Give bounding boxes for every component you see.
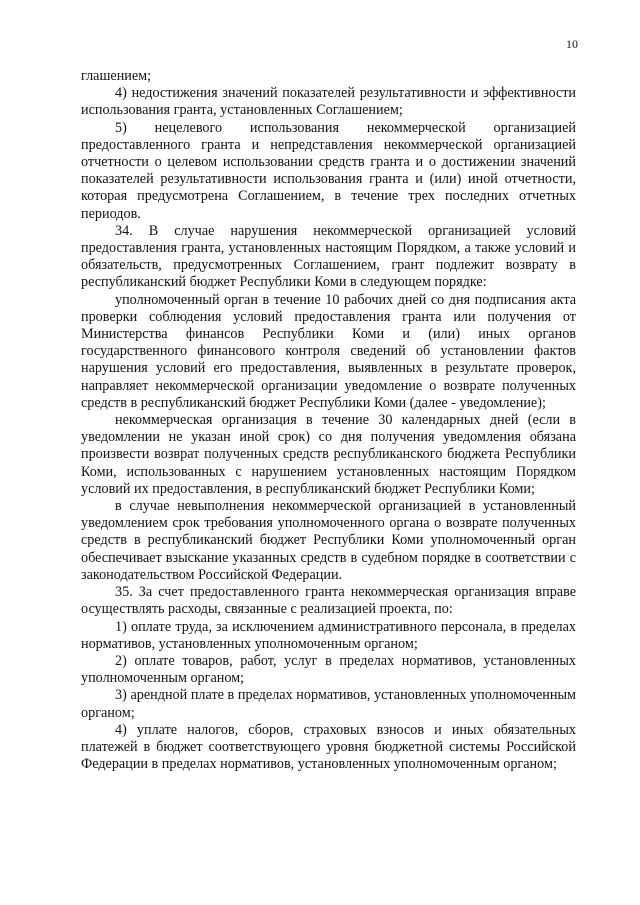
paragraph-clause-34-step-1: уполномоченный орган в течение 10 рабочих дней со дня подписания акта проверки соблюдения условий предоставления гранта или получения от Министерства финансов Республики Коми и (или) иных органов государственного финансового контроля сведений об установлении фактов нарушения условий его предоставления, выявленных в результате проверок, направляет некоммерческой организации уведомление о возврате полученных средств в республиканский бюджет Республики Коми (далее - уведомление);: [81, 291, 576, 411]
paragraph-clause-34: 34. В случае нарушения некоммерческой организацией условий предоставления гранта, установленных настоящим Порядком, а также условий и обязательств, предусмотренных Соглашением, грант подлежит возврату в республиканский бюджет Республики Коми в следующем порядке:: [81, 222, 576, 291]
paragraph-continuation: глашением;: [81, 68, 152, 84]
paragraph-clause-35-item-4: 4) уплате налогов, сборов, страховых взносов и иных обязательных платежей в бюджет соответствующего уровня бюджетной системы Российской Федерации в пределах нормативов, установленных уполномоченным органом;: [81, 721, 576, 773]
paragraph-clause-35-item-3: 3) арендной плате в пределах нормативов, установленных уполномоченным органом;: [81, 687, 576, 721]
document-body: [81, 68, 576, 773]
paragraph-item-4: 4) недостижения значений показателей результативности и эффективности использования гранта, установленных Соглашением;: [81, 85, 576, 119]
paragraph-clause-35-item-2: 2) оплате товаров, работ, услуг в пределах нормативов, установленных уполномоченным органом;: [81, 652, 576, 687]
paragraph-clause-35: 35. За счет предоставленного гранта некоммерческая организация вправе осуществлять расходы, связанные с реализацией проекта, по:: [81, 584, 576, 618]
paragraph-clause-35-item-1: 1) оплате труда, за исключением административного персонала, в пределах нормативов, установленных уполномоченным органом;: [81, 618, 576, 652]
page-number: 10: [566, 37, 578, 51]
paragraph-clause-34-step-2: некоммерческая организация в течение 30 календарных дней (если в уведомлении не указан иной срок) со дня получения уведомления обязана произвести возврат полученных средств республиканского бюджета Республики Коми, использованных с нарушением установленных настоящим Порядком условий их предоставления, в республиканский бюджет Республики Коми;: [81, 412, 576, 497]
paragraph-item-5: 5) нецелевого использования некоммерческой организацией предоставленного гранта и непредставления некоммерческой организацией отчетности о целевом использовании средств гранта и о достижении значений показателей результативности использования гранта и (или) иной отчетности, которая предусмотрена Соглашением, в течение трех последних отчетных периодов.: [81, 119, 576, 222]
paragraph-clause-34-step-3: в случае невыполнения некоммерческой организацией в установленный уведомлением срок требования уполномоченного органа о возврате полученных средств в республиканский бюджет Республики Коми уполномоченный орган обеспечивает взыскание указанных средств в судебном порядке в соответствии с законодательством Российской Федерации.: [81, 498, 576, 583]
